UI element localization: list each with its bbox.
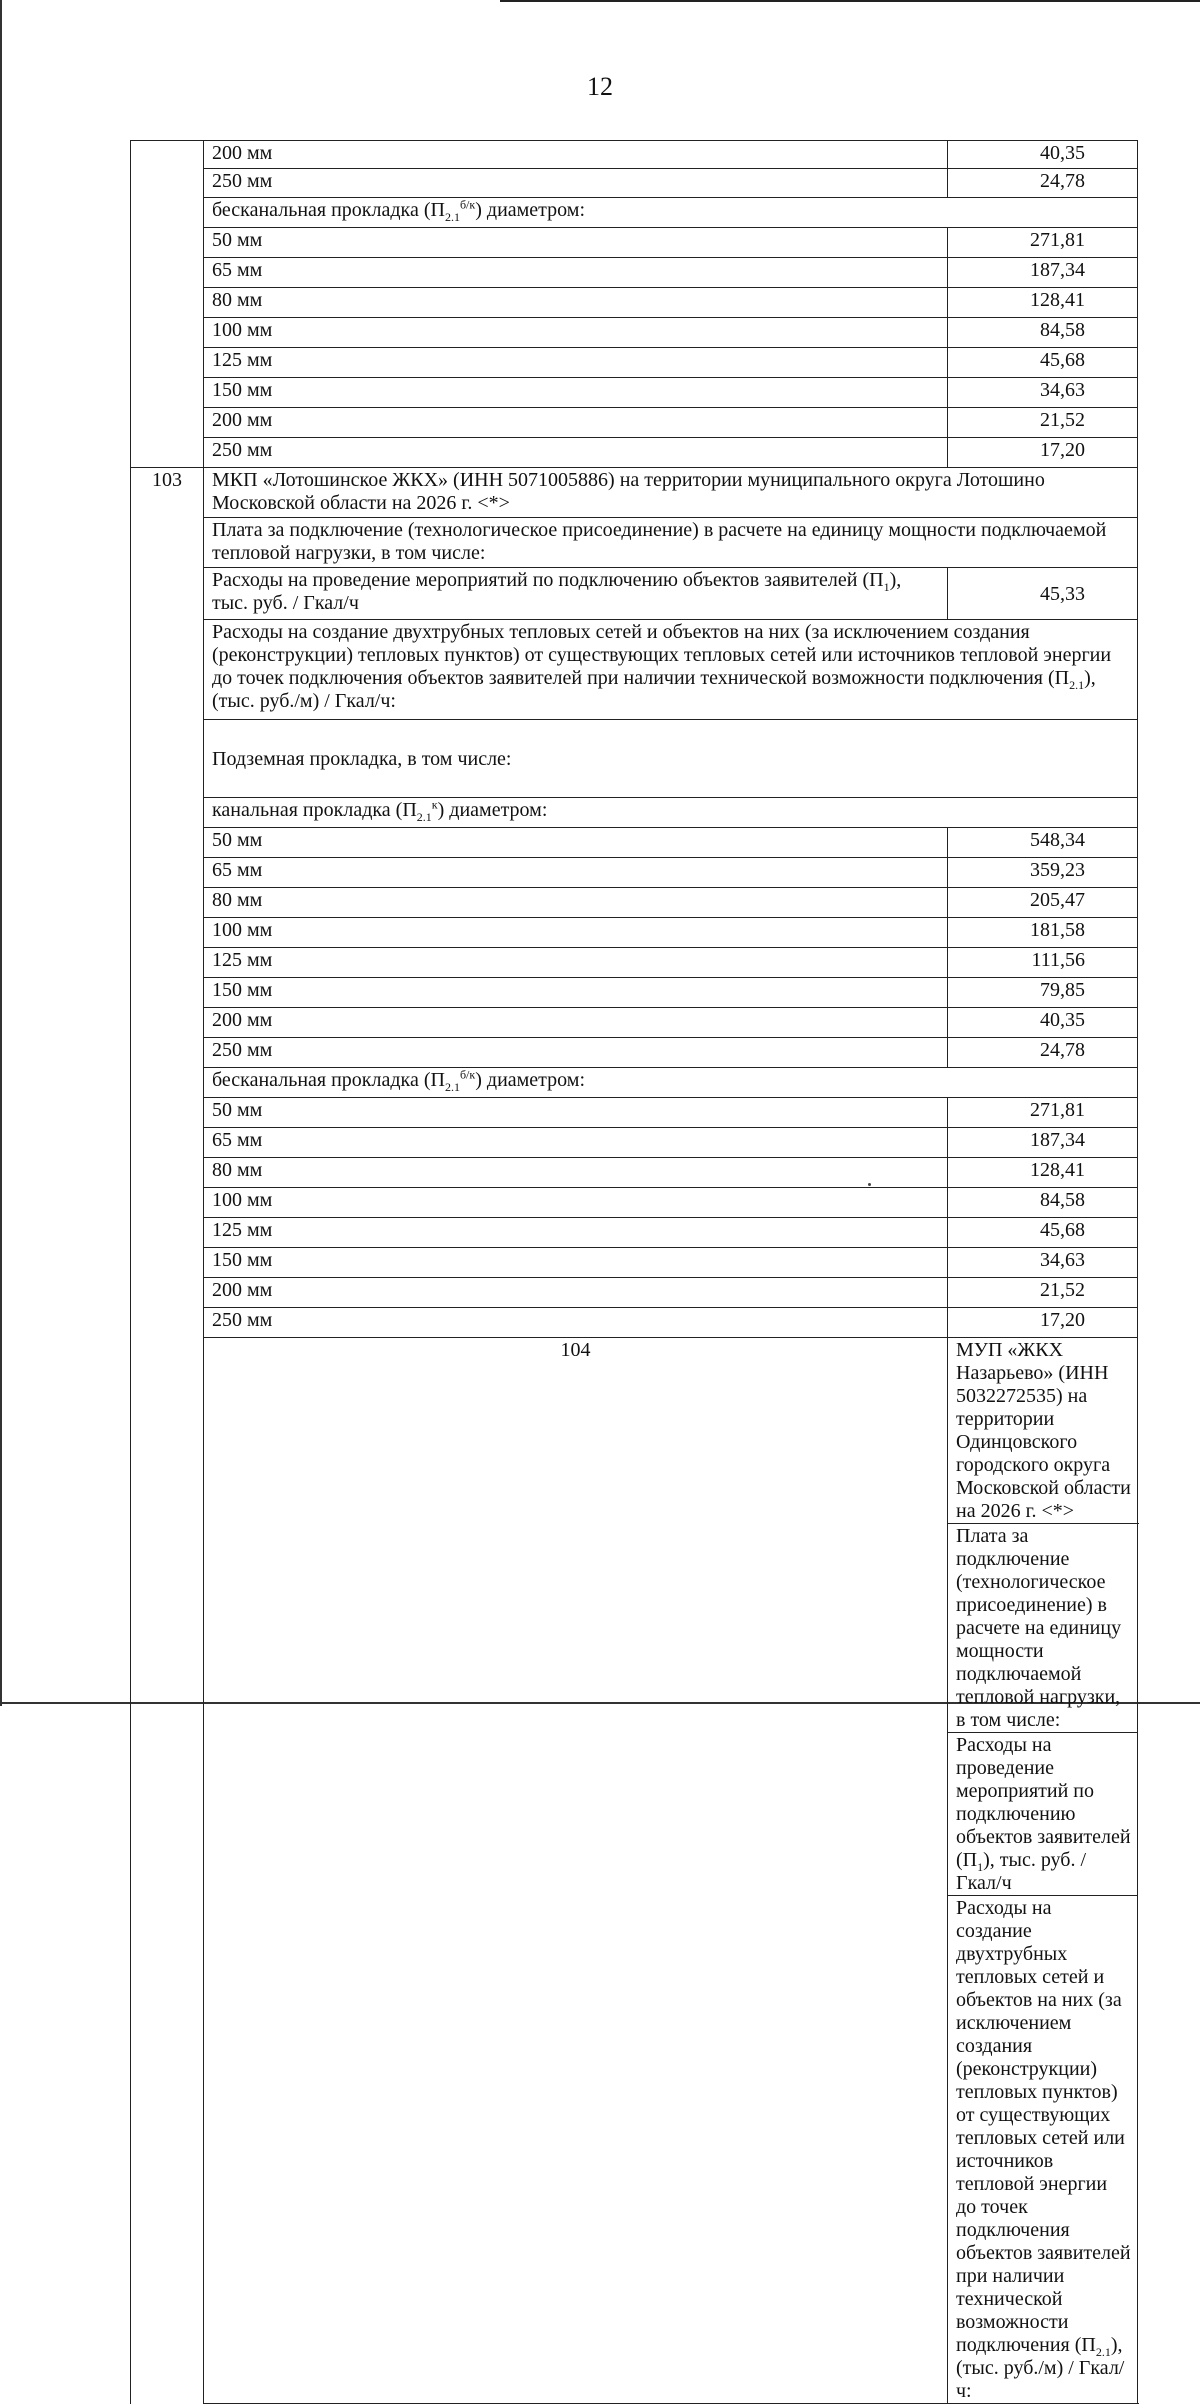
- underground-label: Подземная прокладка, в том числе:: [204, 720, 1138, 798]
- scan-edge-left: [0, 0, 2, 1706]
- value-cell: 34,63: [948, 1248, 1138, 1278]
- table-row: [131, 948, 1138, 978]
- org-title: МКП «Лотошинское ЖКХ» (ИНН 5071005886) на территории муниципального округа Лотошино Московской области на 2026 г. <*>: [204, 468, 1138, 518]
- table-row: [131, 348, 1138, 378]
- fee-description: Плата за подключение (технологическое присоединение) в расчете на единицу мощности подключаемой тепловой нагрузки, в том числе:: [204, 518, 1138, 568]
- table-row: [131, 228, 1138, 258]
- diameter-label: 100 мм: [204, 318, 948, 348]
- fee-description: Плата за подключение (технологическое присоединение) в расчете на единицу мощности подключаемой тепловой нагрузки, в том числе:: [948, 1524, 1138, 1733]
- table-row: [131, 1278, 1138, 1308]
- diameter-label: 65 мм: [204, 858, 948, 888]
- diameter-label: 50 мм: [204, 828, 948, 858]
- diameter-label: 125 мм: [204, 1218, 948, 1248]
- p21-description: Расходы на создание двухтрубных тепловых сетей и объектов на них (за исключением создания (реконструкции) тепловых пунктов) от существующих тепловых сетей или источников тепловой энергии до точек подключения объектов заявителей при наличии технической возможности подключения $(П_{2.1})$, (тыс. руб./м) / Гкал/ч:: [204, 620, 1138, 720]
- value-cell: 45,68: [948, 1218, 1138, 1248]
- table-row: [131, 1038, 1138, 1068]
- scan-speck: [868, 1183, 871, 1186]
- table-row: [131, 198, 1138, 228]
- org-title: МУП «ЖКХ Назарьево» (ИНН 5032272535) на территории Одинцовского городского округа Московской области на 2026 г. <*>: [948, 1338, 1138, 1524]
- diameter-label: 50 мм: [204, 228, 948, 258]
- table-row: [131, 318, 1138, 348]
- value-cell: 271,81: [948, 1098, 1138, 1128]
- value-cell: 187,34: [948, 258, 1138, 288]
- table-row: [131, 1308, 1138, 1338]
- diameter-label: 200 мм: [204, 408, 948, 438]
- value-cell: 79,85: [948, 978, 1138, 1008]
- diameter-label: 125 мм: [204, 948, 948, 978]
- value-cell: 128,41: [948, 1158, 1138, 1188]
- table-row: [131, 720, 1138, 798]
- section-number: 103: [131, 468, 204, 2404]
- diameter-label: 80 мм: [204, 288, 948, 318]
- section-header-row: [131, 1338, 1138, 1524]
- p1-description: Расходы на проведение мероприятий по подключению объектов заявителей $(П_1)$, тыс. руб. / Гкал/ч: [948, 1733, 1138, 1896]
- value-cell: 84,58: [948, 318, 1138, 348]
- row-number-cell: [131, 141, 204, 468]
- section-number: 104: [204, 1338, 948, 2404]
- subheader-channel: канальная прокладка $(П_{2.1}^к)$ диаметром:: [204, 798, 1138, 828]
- diameter-label: 250 мм: [204, 1308, 948, 1338]
- page-number: 12: [587, 72, 613, 101]
- table-row: [131, 798, 1138, 828]
- p1-description: Расходы на проведение мероприятий по подключению объектов заявителей $(П_1)$, тыс. руб. / Гкал/ч: [204, 568, 948, 620]
- table-row: [131, 1218, 1138, 1248]
- value-cell: 128,41: [948, 288, 1138, 318]
- subheader-bk: бесканальная прокладка $(П_{2.1}^{б/к})$ диаметром:: [204, 1068, 1138, 1098]
- diameter-label: 250 мм: [204, 1038, 948, 1068]
- value-cell: 111,56: [948, 948, 1138, 978]
- table-row: [131, 858, 1138, 888]
- table-row: [131, 1128, 1138, 1158]
- p21-description: Расходы на создание двухтрубных тепловых сетей и объектов на них (за исключением создания (реконструкции) тепловых пунктов) от существующих тепловых сетей или источников тепловой энергии до точек подключения объектов заявителей при наличии технической возможности подключения $(П_{2.1})$, (тыс. руб./м) / Гкал/ч:: [948, 1896, 1138, 2404]
- value-cell: 359,23: [948, 858, 1138, 888]
- tariff-table: [130, 140, 1138, 2404]
- value-cell: 271,81: [948, 228, 1138, 258]
- value-cell: 45,68: [948, 348, 1138, 378]
- section-header-row: [131, 468, 1138, 518]
- subheader-bk: бесканальная прокладка $(П_{2.1}^{б/к})$ диаметром:: [204, 198, 1138, 228]
- table-row: [131, 888, 1138, 918]
- diameter-label: 250 мм: [204, 438, 948, 468]
- value-cell: 187,34: [948, 1128, 1138, 1158]
- diameter-label: 250 мм: [204, 169, 948, 198]
- diameter-label: 65 мм: [204, 258, 948, 288]
- value-cell: 40,35: [948, 141, 1138, 169]
- table-row: [131, 169, 1138, 198]
- diameter-label: 125 мм: [204, 348, 948, 378]
- table-row: [131, 288, 1138, 318]
- value-cell: 181,58: [948, 918, 1138, 948]
- diameter-label: 65 мм: [204, 1128, 948, 1158]
- diameter-label: 200 мм: [204, 141, 948, 169]
- table-row: [131, 978, 1138, 1008]
- value-cell: 24,78: [948, 1038, 1138, 1068]
- table-row: [131, 518, 1138, 568]
- table-row: [131, 258, 1138, 288]
- p1-value: 45,33: [948, 568, 1138, 620]
- table-row: [131, 1068, 1138, 1098]
- diameter-label: 100 мм: [204, 1188, 948, 1218]
- table-row: [131, 828, 1138, 858]
- value-cell: 21,52: [948, 408, 1138, 438]
- diameter-label: 150 мм: [204, 978, 948, 1008]
- diameter-label: 100 мм: [204, 918, 948, 948]
- table-row: [131, 620, 1138, 720]
- value-cell: 40,35: [948, 1008, 1138, 1038]
- value-cell: 21,52: [948, 1278, 1138, 1308]
- table-row: [131, 1248, 1138, 1278]
- table-row: [131, 1188, 1138, 1218]
- diameter-label: 200 мм: [204, 1278, 948, 1308]
- table-row: [131, 141, 1138, 169]
- diameter-label: 150 мм: [204, 1248, 948, 1278]
- table-row: [131, 1008, 1138, 1038]
- table-row: [131, 408, 1138, 438]
- table-row: [131, 378, 1138, 408]
- value-cell: 34,63: [948, 378, 1138, 408]
- diameter-label: 80 мм: [204, 1158, 948, 1188]
- table-row: [131, 438, 1138, 468]
- diameter-label: 80 мм: [204, 888, 948, 918]
- value-cell: 17,20: [948, 1308, 1138, 1338]
- table-row: [131, 918, 1138, 948]
- value-cell: 17,20: [948, 438, 1138, 468]
- scan-edge-top: [500, 0, 1200, 2]
- table-row: [131, 1098, 1138, 1128]
- diameter-label: 50 мм: [204, 1098, 948, 1128]
- value-cell: 84,58: [948, 1188, 1138, 1218]
- diameter-label: 150 мм: [204, 378, 948, 408]
- value-cell: 205,47: [948, 888, 1138, 918]
- value-cell: 24,78: [948, 169, 1138, 198]
- diameter-label: 200 мм: [204, 1008, 948, 1038]
- value-cell: 548,34: [948, 828, 1138, 858]
- table-row: [131, 568, 1138, 620]
- table-row: [131, 1158, 1138, 1188]
